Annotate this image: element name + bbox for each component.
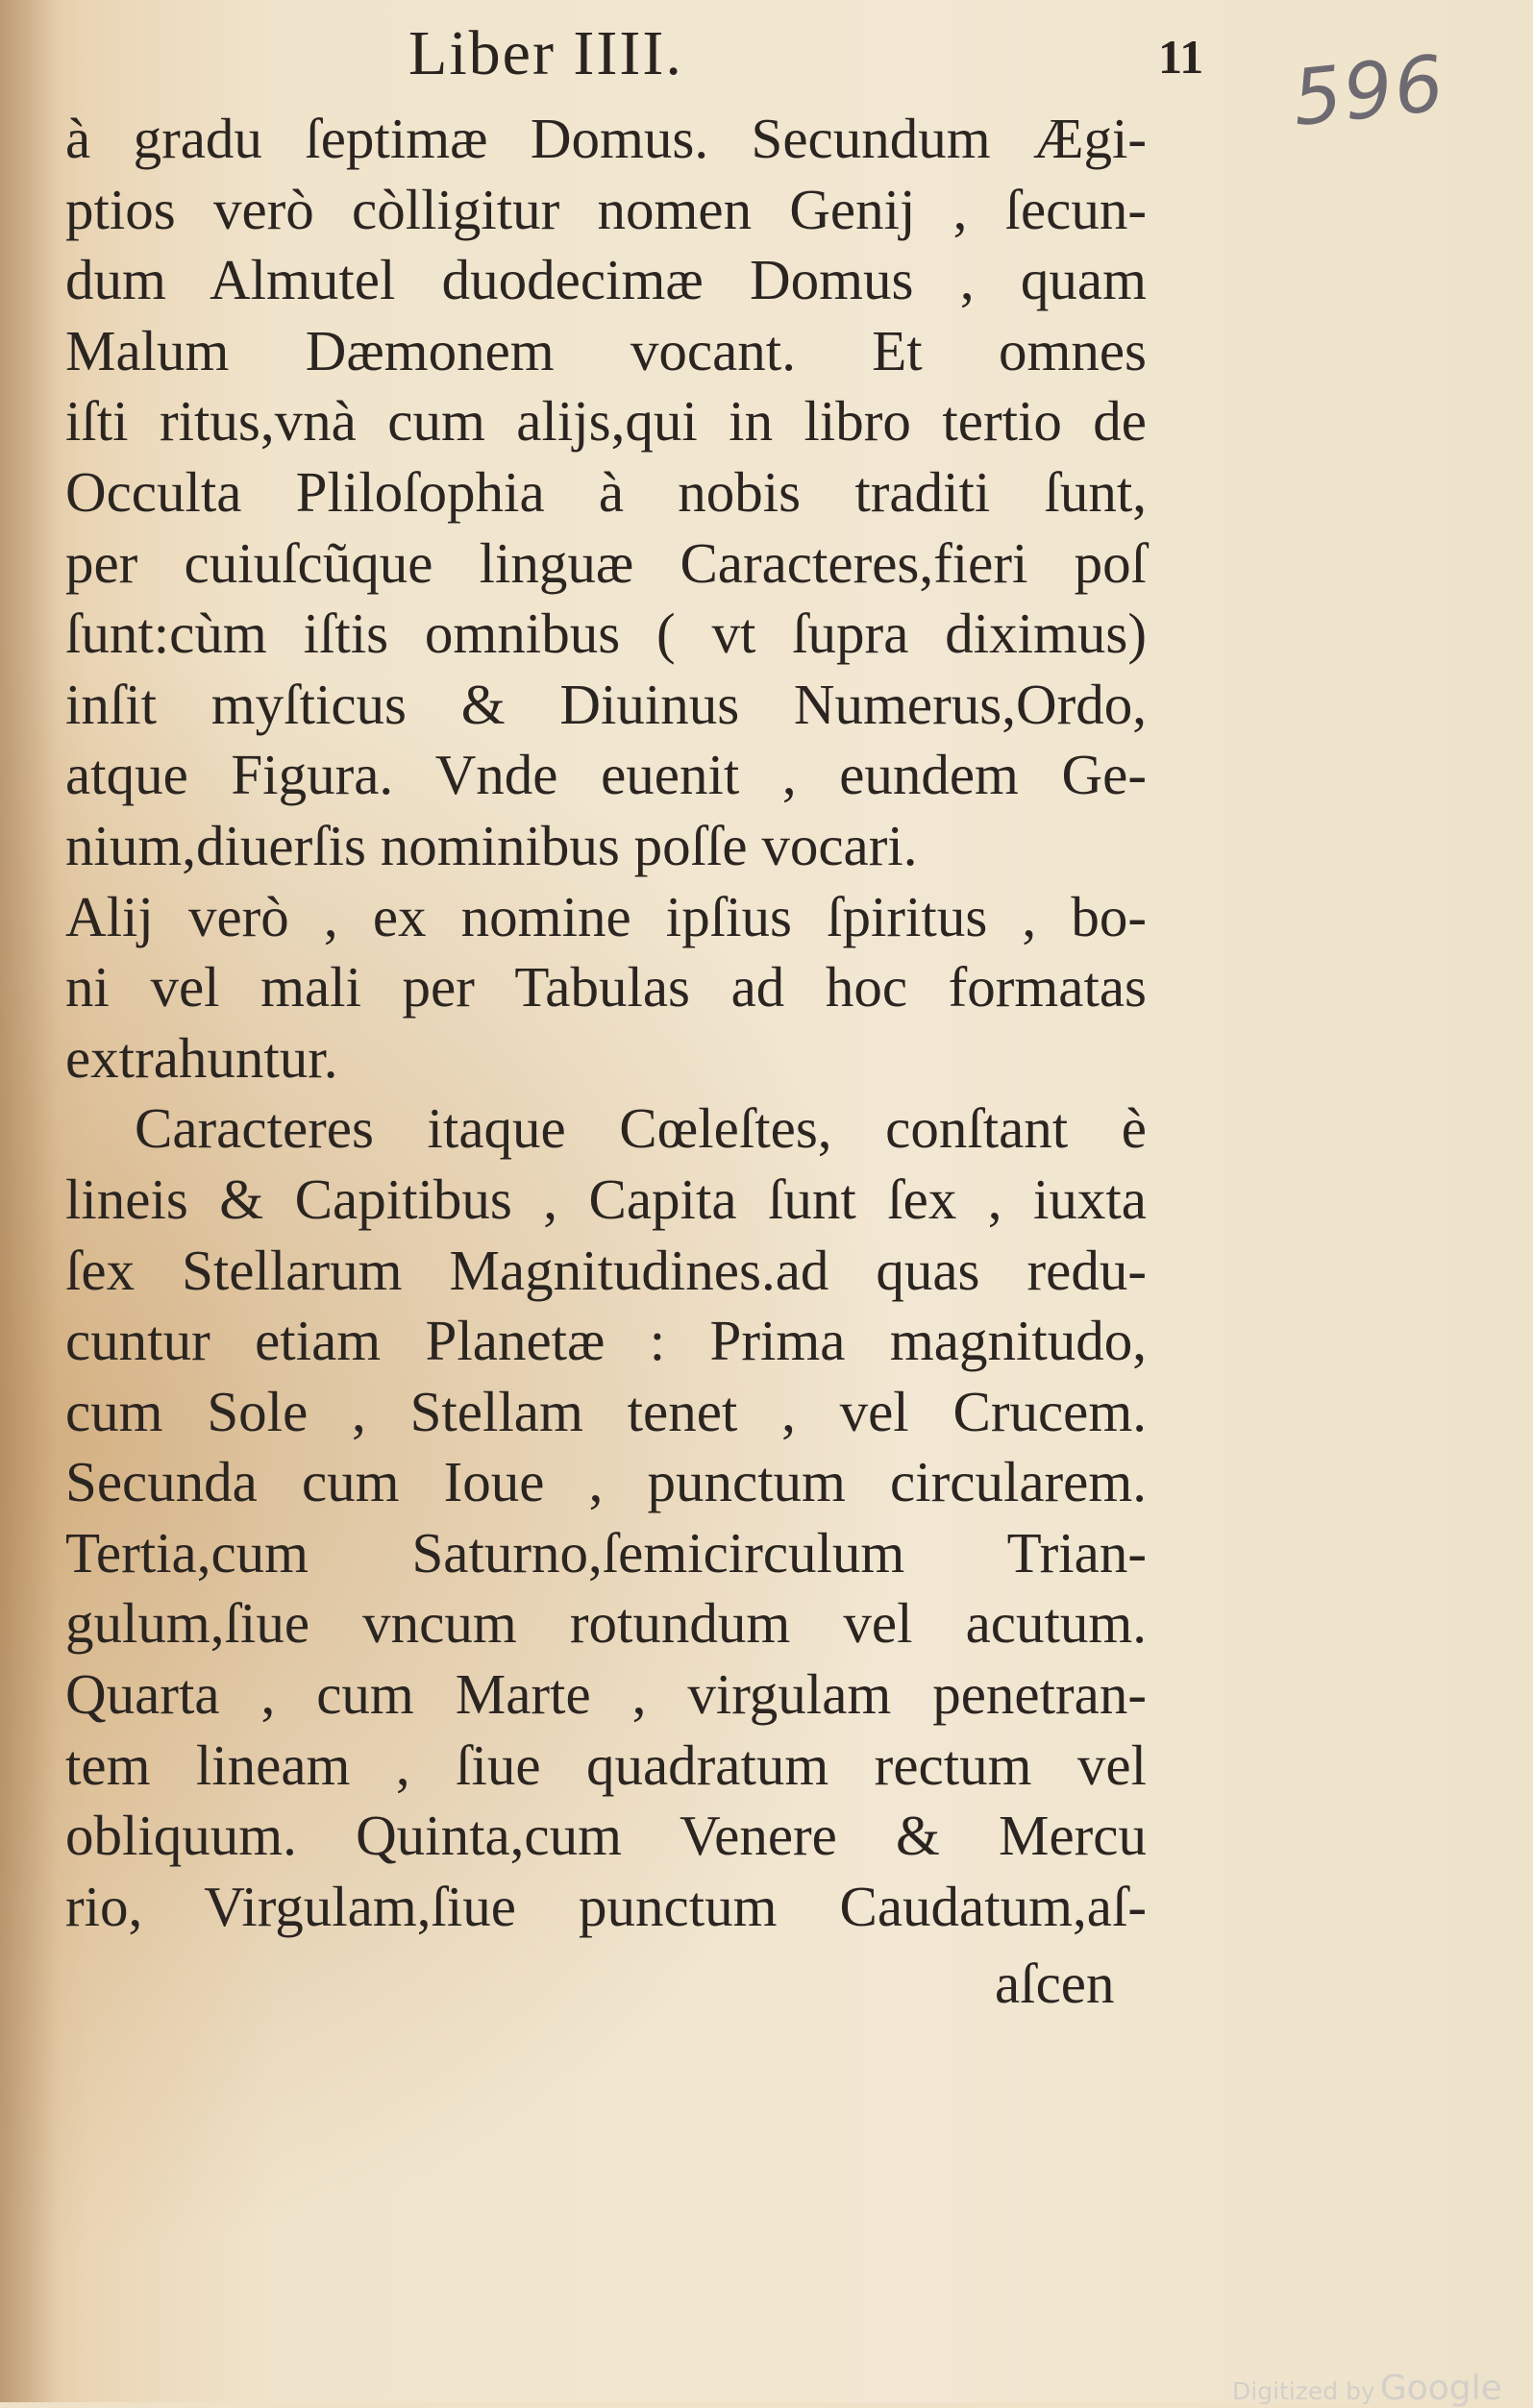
running-head: Liber IIII. [408,18,683,88]
watermark-brand: Google [1379,2369,1502,2408]
page-number: 11 [1158,30,1204,84]
text-line: Quarta , cum Marte , virgulam penetran- [65,1662,1147,1727]
catchword: aſcen [995,1952,1115,2015]
text-line: gulum,ſiue vncum rotundum vel acutum. [65,1591,1147,1656]
text-line: ptios verò còlligitur nomen Genij , ſecun- [65,177,1147,241]
text-line: dum Almutel duodecimæ Domus , quam [65,248,1147,312]
text-line: atque Figura. Vnde euenit , eundem Ge- [65,743,1147,807]
gutter-shadow [0,0,58,2402]
text-line: obliquum. Quinta,cum Venere & Mercu [65,1804,1147,1868]
text-line: Alij verò , ex nomine ipſius ſpiritus , bo- [65,884,1147,948]
handwritten-margin-note: 596 [1288,37,1450,144]
text-line: lineis & Capitibus , Capita ſunt ſex , iuxta [65,1167,1147,1231]
text-line: Caracteres itaque Cœleſtes, conſtant è [135,1096,1147,1161]
text-line: inſit myſticus & Diuinus Numerus,Ordo, [65,672,1147,736]
text-line: per cuiuſcũque linguæ Caracteres,fieri poſ [65,530,1147,595]
text-line: à gradu ſeptimæ Domus. Secundum Ægi- [65,107,1147,170]
text-line: rio, Virgulam,ſiue punctum Caudatum,aſ- [65,1874,1147,1938]
text-line: Tertia,cum Saturno,ſemicirculum Trian- [65,1520,1147,1585]
text-line: nium,diuerſis nominibus poſſe vocari. [65,813,918,877]
text-line: tem lineam , ſiue quadratum rectum vel [65,1732,1147,1797]
text-line: iſti ritus,vnà cum alijs,qui in libro tertio de [65,389,1147,454]
watermark-prefix: Digitized by [1232,2377,1375,2405]
text-line: Secunda cum Ioue , punctum circularem. [65,1450,1147,1514]
text-line: ni vel mali per Tabulas ad hoc formatas [65,955,1147,1020]
text-line: extrahuntur. [65,1025,338,1090]
text-line: ſunt:cùm iſtis omnibus ( vt ſupra diximus) [65,602,1147,666]
text-line: Malum Dæmonem vocant. Et omnes [65,318,1147,382]
body-text [65,104,1147,1942]
text-line: cum Sole , Stellam tenet , vel Crucem. [65,1379,1147,1443]
text-line: cuntur etiam Planetæ : Prima magnitudo, [65,1309,1147,1373]
text-line: Occulta Pliloſophia à nobis traditi ſunt, [65,459,1147,524]
text-line: ſex Stellarum Magnitudines.ad quas redu- [65,1238,1147,1302]
